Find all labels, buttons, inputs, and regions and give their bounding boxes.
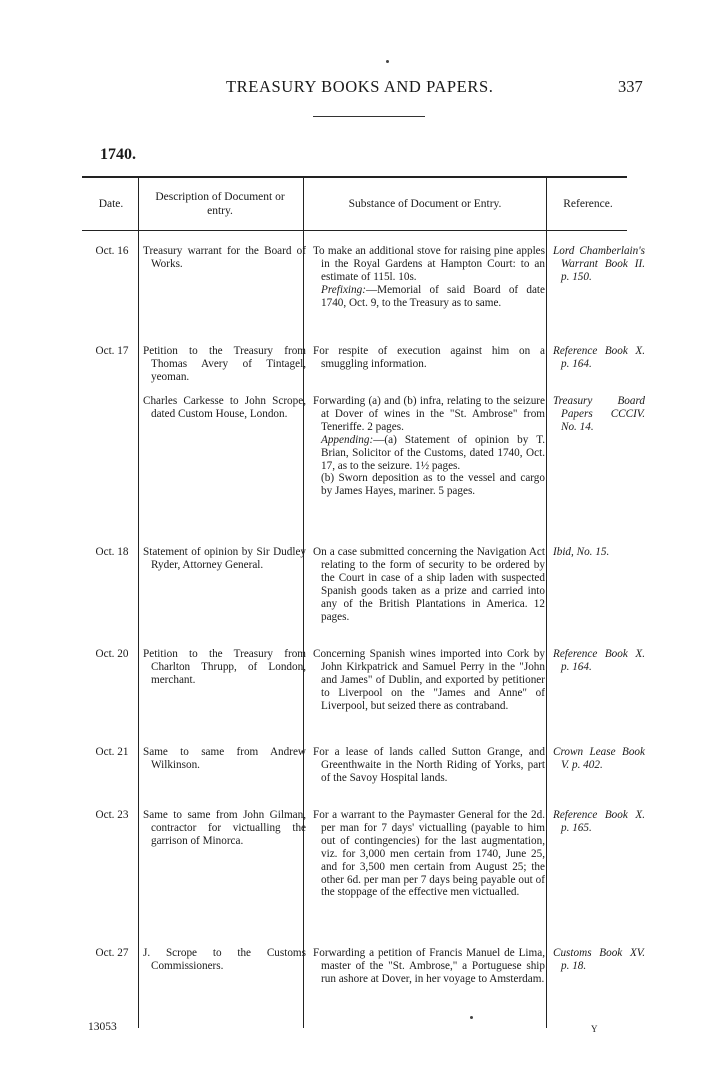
entry-substance: Concerning Spanish wines imported into Cork by John Kirkpatrick and Samuel Perry in the "John and James" of Dublin, and exported by petitioner to Liverpool on the "James and Anne" of Liverpool, but seized there as contraband. [313,648,545,712]
column-header-date: Date. [98,198,124,210]
appending-a: —(a) Statement of opinion by T. Brian, Solicitor of the Customs, dated 1740, Oct. 17, as to the seizure. 1½ pages. [321,433,545,472]
header-dot [386,60,389,63]
entry-reference: Treasury Board Papers CCCIV. No. 14. [553,395,645,433]
entry-description: Petition to the Treasury from Charlton Thrupp, of London, merchant. [143,648,306,686]
appending-b: (b) Sworn deposition as to the vessel and cargo by James Hayes, mariner. 5 pages. [321,472,545,498]
entry-reference: Crown Lease Book V. p. 402. [553,746,645,771]
column-divider [138,178,139,1028]
column-header-substance: Substance of Document or Entry. [348,198,502,210]
entry-date: Oct. 20 [95,648,129,660]
entry-substance: Forwarding a petition of Francis Manuel de Lima, master of the "St. Ambrose," a Portuguese ship run ashore at Dover, in her voyage to Amsterdam. [313,947,545,985]
printer-signature: 13053 [88,1021,117,1033]
column-divider [303,178,304,1028]
entry-description: Statement of opinion by Sir Dudley Ryder, Attorney General. [143,546,306,571]
prefixing-label: Prefixing: [321,283,366,296]
column-header-description: Description of Document or entry. [155,191,285,217]
entry-substance [313,395,545,498]
footer-dot [470,1016,473,1019]
header-rule [313,116,425,117]
prefixing-text: —Memorial of said Board of date 1740, Oct. 9, to the Treasury as to same. [321,283,545,309]
entry-description: J. Scrope to the Customs Commissioners. [143,947,306,972]
entry-reference: Reference Book X. p. 164. [553,648,645,673]
appending-label: Appending: [321,433,374,446]
entry-description: Same to same from John Gilman, contractor for victualling the garrison of Minorca. [143,809,306,847]
entry-date: Oct. 16 [95,245,129,257]
entry-description: Charles Carkesse to John Scrope, dated Custom House, London. [143,395,306,420]
entry-description: Petition to the Treasury from Thomas Avery of Tintagel, yeoman. [143,345,306,383]
entry-reference: Reference Book X. p. 165. [553,809,645,834]
entry-substance: For a lease of lands called Sutton Grange, and Greenthwaite in the North Riding of Yorks, part of the Savoy Hospital lands. [313,746,545,784]
page-number: 337 [618,77,643,96]
entry-substance: For a warrant to the Paymaster General for the 2d. per man for 7 days' victualling (payable to him out of contingencies) for the last augmentation, viz. for 3,000 men certain from 1740, June 25, and for 3,500 men certain from August 25; the other 6d. per man per 7 days being payable out of the stoppage of the effective men victualled. [313,809,545,899]
entry-date: Oct. 18 [95,546,129,558]
substance-text: Forwarding (a) and (b) infra, relating to the seizure at Dover of wines in the "St. Ambrose" from Teneriffe. 2 pages. [313,395,545,433]
substance-text: To make an additional stove for raising pine apples in the Royal Gardens at Hampton Court: to an estimate of 115l. 10s. [313,245,545,283]
entry-substance: On a case submitted concerning the Navigation Act relating to the form of security to be ordered by the Court in case of a ship laden with suspected Spanish goods taken as a prize and carried into any of the British Plantations in America. 12 pages. [313,546,545,623]
entry-reference: Ibid, No. 15. [553,546,610,558]
entry-reference: Reference Book X. p. 164. [553,345,645,370]
running-title: TREASURY BOOKS AND PAPERS. [226,77,494,96]
entry-substance [313,245,545,310]
entry-date: Oct. 23 [95,809,129,821]
year-heading: 1740. [100,146,136,163]
entry-date: Oct. 17 [95,345,129,357]
entry-date: Oct. 21 [95,746,129,758]
entry-description: Same to same from Andrew Wilkinson. [143,746,306,771]
entry-reference: Lord Chamberlain's Warrant Book II. p. 150. [553,245,645,283]
column-header-reference: Reference. [563,198,613,210]
entry-reference: Customs Book XV. p. 18. [553,947,645,972]
entry-date: Oct. 27 [95,947,129,959]
entry-substance: For respite of execution against him on a smuggling information. [313,345,545,370]
entry-description: Treasury warrant for the Board of Works. [143,245,306,270]
signature-mark: Y [591,1024,598,1034]
column-divider [546,178,547,1028]
